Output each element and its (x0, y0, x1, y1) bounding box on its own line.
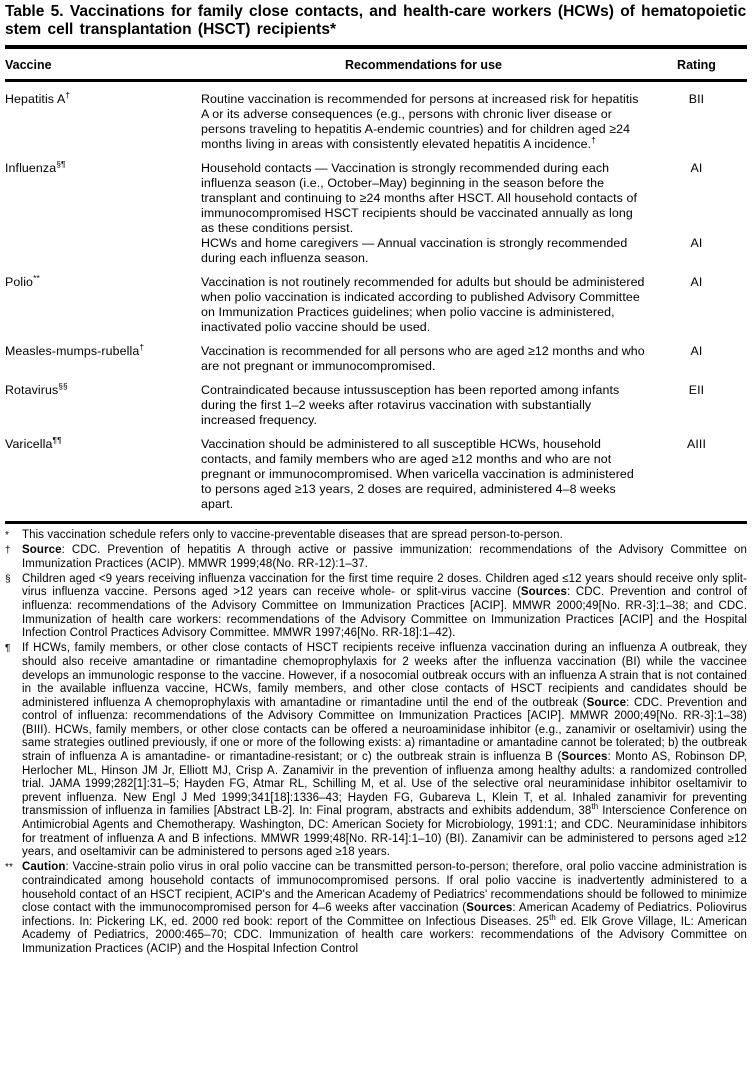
footnote-marker-ref: † (139, 341, 145, 352)
vaccine-name: Rotavirus§§ (5, 380, 68, 397)
vaccine-name: Varicella¶¶ (5, 434, 62, 451)
rating-value: BII (688, 91, 705, 106)
recommendation-text: Contraindicated because intussusception has been reported among infants during the first 1–2 weeks after rotavirus vaccination with substantially increased frequency. (201, 382, 620, 427)
table-row (5, 272, 747, 335)
vaccine-name (5, 236, 201, 266)
footnote-marker-ref: ** (33, 272, 40, 283)
footnote: † Source: CDC. Prevention of hepatitis A through active or passive immunization: recommendations of the Advisory Committee on Immunization Practices (ACIP). MMWR 1999;48(No. RR-12):1–37. (5, 544, 747, 570)
table-row (5, 158, 747, 236)
footnote: * This vaccination schedule refers only to vaccine-preventable diseases that are spread person-to-person. (5, 529, 563, 542)
vaccine-name: Influenza§¶ (5, 158, 66, 175)
table-row (5, 236, 747, 266)
recommendation-text: HCWs and home caregivers — Annual vaccination is strongly recommended during each influenza season. (201, 235, 628, 265)
rating-value: AIII (687, 436, 706, 451)
column-header-rating: Rating (677, 57, 716, 72)
column-header-vaccine: Vaccine (5, 57, 52, 72)
table-row (5, 434, 747, 512)
rating-value: AI (690, 274, 703, 289)
table-title: Table 5. Vaccinations for family close contacts, and health-care workers (HCWs) of hematopoietic stem cell transplantation (HSCT) recipients* (5, 3, 747, 39)
table-row (5, 89, 747, 152)
footnote-marker: ¶ (5, 643, 11, 655)
rating-value: AI (690, 343, 703, 358)
footnote-marker: ** (5, 862, 13, 874)
table-body (5, 82, 747, 521)
recommendation-text: Routine vaccination is recommended for persons at increased risk for hepatitis A or its adverse consequences (e.g., persons with chronic liver disease or persons traveling to hepatitis A-endemic countries) and for children aged ≥24 months living in areas with consistently elevated hepatitis A incidence.† (201, 91, 639, 151)
table-row (5, 380, 747, 428)
rating-value: AI (690, 235, 703, 250)
recommendation-text: Vaccination should be administered to all susceptible HCWs, household contacts, and family members who are aged ≥12 months and who are not pregnant or immunocompromised. When varicella vaccination is administered to persons aged ≥13 years, 2 doses are required, administered 4–8 weeks apart. (201, 436, 634, 511)
vaccine-name: Hepatitis A† (5, 89, 71, 106)
footnote-marker-ref: §¶ (56, 158, 66, 169)
footnote-marker: † (5, 545, 11, 557)
footnote-marker-ref: ¶¶ (52, 434, 62, 445)
recommendation-text: Vaccination is recommended for all persons who are aged ≥12 months and who are not pregnant or immunocompromised. (201, 343, 645, 373)
rating-value: EII (688, 382, 705, 397)
footnote-marker-ref: † (65, 89, 71, 100)
recommendation-text: Household contacts — Vaccination is strongly recommended during each influenza season (i.e., October–May) beginning in the season before the transplant and continuing to ≥24 months after HSCT. All household contacts of immunocompromised HSCT recipients should be vaccinated annually as long as these conditions persist. (201, 160, 638, 235)
footnotes-section (5, 524, 747, 957)
footnote: ¶ If HCWs, family members, or other close contacts of HSCT recipients receive influenza vaccination during an influenza A outbreak, they should also receive amantadine or rimantadine chemoprophylaxis for 2 weeks after the influenza vaccination (BI) while the vaccinee develops an immunologic response to the vaccine. However, if a nosocomial outbreak occurs with an influenza A strain that is not contained in the available influenza vaccine, HCWs, family members, and other close contacts of HSCT recipients and candidates should be administered influenza A chemoprophylaxis with amantadine or rimantadine until the end of the outbreak (Source: CDC. Prevention and control of influenza: recommendations of the Advisory Committee on Immunization Practices [ACIP]. MMWR 2000;49[No. RR-3]:1–38) (BIII). HCWs, family members, or other close contacts can be offered a neuroaminidase inhibitor (e.g., zanamivir or oseltamivir) using the same strategies outlined previously, if one or more of the following exists: a) rimantadine or amantadine cannot be tolerated; b) the outbreak strain of influenza A is amantadine- or rimantadine-resistant; or c) the outbreak strain is influenza B (Sources: Monto AS, Robinson DP, Herlocher ML, Hinson JM Jr, Elliott MJ, Crisp A. Zanamivir in the prevention of influenza among healthy adults: a randomized controlled trial. JAMA 1999;282[1]:31–5; Hayden FG, Atmar RL, Schilling M, et al. Use of the selective oral neuraminidase inhibitor oseltamivir to prevent influenza. New Engl J Med 1999;341[18]:1336–43; Hayden FG, Gubareva L, Klein T, et al. Inhaled zanamivir for preventing transmission of influenza in families [Abstract LB-2]. In: Final program, abstracts and exhibits addendum, 38th Interscience Conference on Antimicrobial Agents and Chemotherapy. Washington, DC: American Society for Microbiology, 1991:1; and CDC. Neuraminidase inhibitors for treatment of influenza A and B infections. MMWR 1999;48[No. RR-14]:1–10) (BI). Zanamivir can be administered to persons aged ≥12 years, and oseltamivir can be administered to persons aged ≥18 years. (5, 642, 747, 859)
footnote-marker: * (5, 530, 9, 542)
recommendation-text: Vaccination is not routinely recommended for adults but should be administered when polio vaccination is indicated according to published Advisory Committee on Immunization Practices guidelines; when polio vaccine is administered, inactivated polio vaccine should be used. (201, 274, 645, 334)
vaccine-name: Measles-mumps-rubella† (5, 341, 145, 358)
footnote: ** Caution: Vaccine-strain polio virus in oral polio vaccine can be transmitted person-to-person; therefore, oral polio vaccine administration is contraindicated among household contacts of immunocompromised persons. If oral polio vaccine is inadvertently administered to a household contact of an HSCT recipient, ACIP's and the American Academy of Pediatrics' recommendations should be followed to minimize close contact with the immunocompromised person for 4–6 weeks after vaccination (Sources: American Academy of Pediatrics. Poliovirus infections. In: Pickering LK, ed. 2000 red book: report of the Committee on Infectious Diseases. 25th ed. Elk Grove Village, IL: American Academy of Pediatrics, 2000:465–70; CDC. Immunization of health care workers: recommendations of the Advisory Committee on Immunization Practices (ACIP) and the Hospital Infection Control (5, 861, 747, 955)
column-header-recommendations: Recommendations for use (345, 57, 502, 72)
table-header-row (5, 49, 747, 79)
table-row (5, 341, 747, 374)
footnote-marker-ref: §§ (58, 380, 68, 391)
footnote-marker: § (5, 573, 11, 585)
rating-value: AI (690, 160, 703, 175)
vaccine-name: Polio** (5, 272, 40, 289)
footnote: § Children aged <9 years receiving influenza vaccination for the first time require 2 doses. Children aged ≤12 years should receive only split-virus influenza vaccine. Persons aged >12 years can receive whole- or split-virus vaccine (Sources: CDC. Prevention and control of influenza: recommendations of the Advisory Committee on Immunization Practices [ACIP]. MMWR 2000;49[No. RR-3]:1–38; and CDC. Immunization of health care workers: recommendations of the Advisory Committee on Immunization Practices [ACIP] and the Hospital Infection Control Practices Advisory Committee. MMWR 1997;46[No. RR-18]:1–42). (5, 572, 747, 640)
